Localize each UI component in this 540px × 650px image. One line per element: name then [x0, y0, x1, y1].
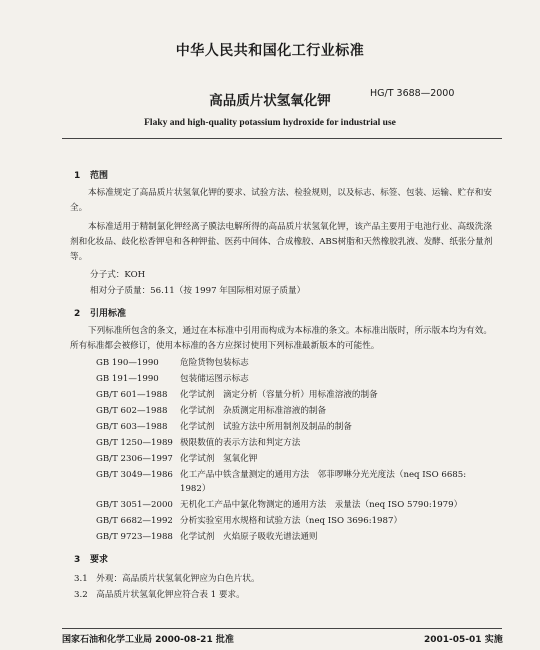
requirement-appearance: 3.1 外观：高品质片状氢氧化钾应为白色片状。 — [74, 574, 260, 584]
standard-code: GB 190—1990 — [96, 358, 159, 368]
standard-code: GB/T 603—1988 — [96, 422, 168, 432]
standard-code: GB/T 602—1988 — [96, 406, 168, 416]
standard-title: 化学试剂 氢氧化钾 — [180, 454, 258, 464]
standard-code: GB/T 1250—1989 — [96, 438, 173, 448]
standard-title: 包装储运图示标志 — [180, 374, 249, 384]
standard-title: 分析实验室用水规格和试验方法（neq ISO 3696:1987） — [180, 516, 403, 526]
standard-reference — [96, 452, 257, 464]
standard-title: 化学试剂 杂质测定用标准溶液的制备 — [180, 406, 327, 416]
standard-title: 化学试剂 火焰原子吸收光谱法通则 — [180, 532, 318, 542]
standard-code: GB/T 9723—1988 — [96, 532, 173, 542]
standard-title: 化学试剂 试验方法中所用制剂及制品的制备 — [180, 422, 352, 432]
standard-title: 化工产品中铁含量测定的通用方法 邻菲啰啉分光光度法（neq ISO 6685: — [180, 470, 467, 480]
section-title: 要求 — [90, 555, 109, 565]
section-3-heading — [74, 552, 108, 565]
section-1-paragraph-application: 本标准适用于精制氯化钾经离子膜法电解所得的高品质片状氢氧化钾，该产品主要用于电池行业、高级洗涤剂和化妆品、歧化松香钾皂和各种钾盐、医药中间体、合成橡胶、ABS树脂和天然橡胶乳液、发酵、纸张分量剂等。 — [70, 222, 493, 262]
standard-reference — [96, 498, 462, 510]
standard-reference — [96, 420, 352, 432]
molecular-formula: 分子式：KOH — [90, 270, 146, 280]
standard-reference — [96, 356, 249, 368]
standard-number: HG/T 3688—2000 — [370, 88, 455, 99]
section-2-intro: 下列标准所包含的条文，通过在本标准中引用而构成为本标准的条文。本标准出版时，所示版本均为有效。所有标准都会被修订，使用本标准的各方应探讨使用下列标准最新版本的可能性。 — [70, 326, 492, 351]
approval-statement: 国家石油和化学工业局 2000-08-21 批准 — [62, 635, 234, 645]
standard-reference — [96, 436, 300, 448]
standard-title: 极限数值的表示方法和判定方法 — [180, 438, 301, 448]
molecular-mass: 相对分子质量：56.11（按 1997 年国际相对原子质量） — [90, 286, 306, 296]
header-rule — [62, 138, 502, 139]
standard-reference — [96, 388, 378, 400]
requirement-table-reference: 3.2 高品质片状氢氧化钾应符合表 1 要求。 — [74, 590, 245, 600]
implementation-date: 2001-05-01 实施 — [424, 635, 503, 645]
section-1-heading — [74, 168, 108, 181]
standard-title: 化学试剂 滴定分析（容量分析）用标准溶液的制备 — [180, 390, 378, 400]
standard-code: GB/T 3051—2000 — [96, 500, 173, 510]
section-2-heading — [74, 306, 126, 319]
standard-code: GB/T 3049—1986 — [96, 470, 173, 480]
section-1-paragraph-scope: 本标准规定了高品质片状氢氧化钾的要求、试验方法、检验规则，以及标志、标签、包装、运输、贮存和安全。 — [70, 188, 492, 213]
footer-rule — [62, 628, 502, 629]
section-number: 3 — [74, 555, 81, 565]
section-number: 1 — [74, 171, 81, 181]
standard-code: GB/T 601—1988 — [96, 390, 168, 400]
standard-title: 危险货物包装标志 — [180, 358, 249, 368]
section-title: 引用标准 — [90, 309, 127, 319]
standard-reference — [96, 404, 326, 416]
section-title: 范围 — [90, 171, 109, 181]
document-title: 高品质片状氢氧化钾 — [209, 93, 331, 109]
standard-category-title: 中华人民共和国化工行业标准 — [175, 43, 365, 59]
standard-title: 无机化工产品中氯化物测定的通用方法 汞量法（neq ISO 5790:1979） — [180, 500, 463, 510]
section-number: 2 — [74, 309, 81, 319]
standard-reference — [96, 514, 402, 526]
standard-code: GB/T 2306—1997 — [96, 454, 173, 464]
standard-code: GB/T 6682—1992 — [96, 516, 173, 526]
standard-reference — [96, 372, 249, 384]
standard-reference — [96, 530, 318, 542]
english-title: Flaky and high-quality potassium hydroxide for industrial use — [144, 118, 396, 128]
standard-code: GB 191—1990 — [96, 374, 159, 384]
standard-reference — [96, 468, 466, 480]
standard-reference-continuation: 1982） — [180, 484, 211, 494]
